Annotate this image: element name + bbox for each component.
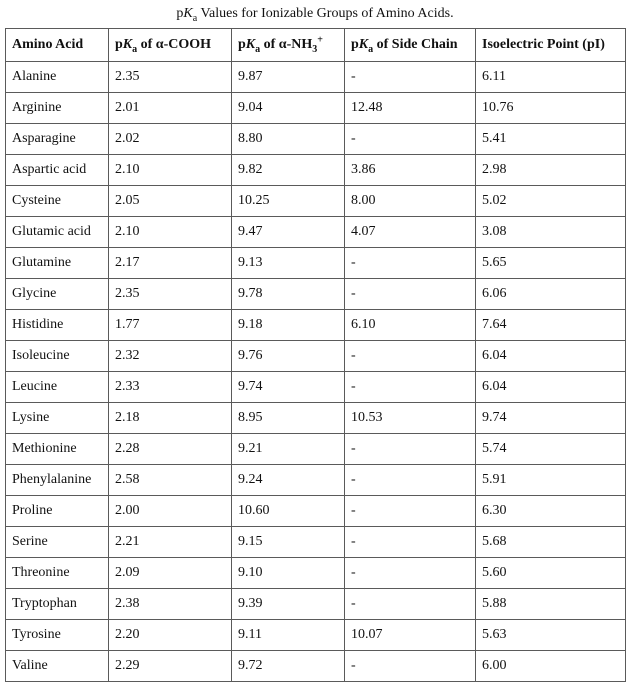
cell-pka-cooh: 2.05 bbox=[109, 186, 232, 217]
cell-pka-side-chain: - bbox=[345, 496, 476, 527]
table-row bbox=[6, 248, 626, 279]
table-row bbox=[6, 186, 626, 217]
cell-pka-nh3: 8.95 bbox=[232, 403, 345, 434]
table-row bbox=[6, 155, 626, 186]
header-pka-side-chain: $pK_a$ of Side Chain bbox=[345, 29, 476, 62]
cell-pka-side-chain: - bbox=[345, 372, 476, 403]
table-row bbox=[6, 651, 626, 682]
cell-amino-acid: Alanine bbox=[6, 62, 109, 93]
cell-pka-nh3: 9.24 bbox=[232, 465, 345, 496]
cell-isoelectric-point: 6.06 bbox=[476, 279, 626, 310]
table-body bbox=[6, 62, 626, 682]
cell-pka-nh3: 9.04 bbox=[232, 93, 345, 124]
cell-isoelectric-point: 7.64 bbox=[476, 310, 626, 341]
table-row bbox=[6, 310, 626, 341]
cell-pka-cooh: 2.10 bbox=[109, 155, 232, 186]
cell-pka-side-chain: - bbox=[345, 248, 476, 279]
cell-amino-acid: Isoleucine bbox=[6, 341, 109, 372]
table-row bbox=[6, 217, 626, 248]
cell-amino-acid: Asparagine bbox=[6, 124, 109, 155]
table-row bbox=[6, 93, 626, 124]
cell-pka-nh3: 9.76 bbox=[232, 341, 345, 372]
table-row bbox=[6, 124, 626, 155]
cell-isoelectric-point: 5.63 bbox=[476, 620, 626, 651]
cell-pka-side-chain: 12.48 bbox=[345, 93, 476, 124]
table-row bbox=[6, 341, 626, 372]
cell-amino-acid: Leucine bbox=[6, 372, 109, 403]
cell-isoelectric-point: 5.88 bbox=[476, 589, 626, 620]
cell-pka-cooh: 2.58 bbox=[109, 465, 232, 496]
cell-isoelectric-point: 5.74 bbox=[476, 434, 626, 465]
cell-pka-side-chain: - bbox=[345, 527, 476, 558]
table-row bbox=[6, 558, 626, 589]
table-row bbox=[6, 496, 626, 527]
cell-amino-acid: Phenylalanine bbox=[6, 465, 109, 496]
cell-amino-acid: Lysine bbox=[6, 403, 109, 434]
cell-isoelectric-point: 5.02 bbox=[476, 186, 626, 217]
cell-pka-nh3: 9.21 bbox=[232, 434, 345, 465]
cell-pka-side-chain: - bbox=[345, 341, 476, 372]
cell-pka-side-chain: - bbox=[345, 651, 476, 682]
table-header-row bbox=[6, 29, 626, 62]
cell-pka-side-chain: - bbox=[345, 124, 476, 155]
cell-pka-nh3: 9.74 bbox=[232, 372, 345, 403]
cell-isoelectric-point: 5.41 bbox=[476, 124, 626, 155]
cell-pka-cooh: 2.28 bbox=[109, 434, 232, 465]
cell-pka-side-chain: - bbox=[345, 558, 476, 589]
table-row bbox=[6, 589, 626, 620]
header-amino-acid: Amino Acid bbox=[6, 29, 109, 62]
cell-pka-nh3: 9.18 bbox=[232, 310, 345, 341]
cell-pka-cooh: 2.33 bbox=[109, 372, 232, 403]
table-caption: $pK_a$ Values for Ionizable Groups of Amino Acids. bbox=[176, 6, 454, 24]
cell-pka-side-chain: - bbox=[345, 62, 476, 93]
cell-pka-cooh: 2.10 bbox=[109, 217, 232, 248]
cell-pka-cooh: 2.20 bbox=[109, 620, 232, 651]
cell-amino-acid: Tyrosine bbox=[6, 620, 109, 651]
cell-pka-nh3: 9.39 bbox=[232, 589, 345, 620]
cell-pka-cooh: 2.35 bbox=[109, 279, 232, 310]
cell-isoelectric-point: 5.65 bbox=[476, 248, 626, 279]
table-row bbox=[6, 62, 626, 93]
cell-pka-side-chain: 4.07 bbox=[345, 217, 476, 248]
table-row bbox=[6, 372, 626, 403]
cell-pka-nh3: 9.82 bbox=[232, 155, 345, 186]
cell-isoelectric-point: 5.68 bbox=[476, 527, 626, 558]
cell-isoelectric-point: 2.98 bbox=[476, 155, 626, 186]
cell-pka-nh3: 9.10 bbox=[232, 558, 345, 589]
cell-amino-acid: Serine bbox=[6, 527, 109, 558]
table-row bbox=[6, 403, 626, 434]
cell-pka-side-chain: 8.00 bbox=[345, 186, 476, 217]
cell-pka-cooh: 2.02 bbox=[109, 124, 232, 155]
cell-pka-nh3: 9.47 bbox=[232, 217, 345, 248]
cell-amino-acid: Proline bbox=[6, 496, 109, 527]
cell-pka-nh3: 10.25 bbox=[232, 186, 345, 217]
cell-pka-cooh: 1.77 bbox=[109, 310, 232, 341]
cell-pka-nh3: 9.11 bbox=[232, 620, 345, 651]
cell-pka-nh3: 9.72 bbox=[232, 651, 345, 682]
cell-pka-cooh: 2.17 bbox=[109, 248, 232, 279]
cell-amino-acid: Methionine bbox=[6, 434, 109, 465]
cell-pka-cooh: 2.32 bbox=[109, 341, 232, 372]
cell-isoelectric-point: 3.08 bbox=[476, 217, 626, 248]
table-row bbox=[6, 434, 626, 465]
cell-amino-acid: Histidine bbox=[6, 310, 109, 341]
cell-pka-cooh: 2.21 bbox=[109, 527, 232, 558]
cell-pka-side-chain: - bbox=[345, 589, 476, 620]
cell-pka-side-chain: 10.07 bbox=[345, 620, 476, 651]
cell-amino-acid: Valine bbox=[6, 651, 109, 682]
cell-isoelectric-point: 6.04 bbox=[476, 341, 626, 372]
cell-pka-nh3: 9.13 bbox=[232, 248, 345, 279]
cell-amino-acid: Arginine bbox=[6, 93, 109, 124]
cell-isoelectric-point: 6.30 bbox=[476, 496, 626, 527]
cell-pka-cooh: 2.01 bbox=[109, 93, 232, 124]
cell-amino-acid: Glycine bbox=[6, 279, 109, 310]
cell-pka-nh3: 8.80 bbox=[232, 124, 345, 155]
cell-pka-cooh: 2.00 bbox=[109, 496, 232, 527]
header-isoelectric-point: Isoelectric Point (pI) bbox=[476, 29, 626, 62]
cell-pka-cooh: 2.29 bbox=[109, 651, 232, 682]
cell-amino-acid: Threonine bbox=[6, 558, 109, 589]
cell-isoelectric-point: 6.11 bbox=[476, 62, 626, 93]
cell-pka-nh3: 9.87 bbox=[232, 62, 345, 93]
cell-isoelectric-point: 9.74 bbox=[476, 403, 626, 434]
cell-pka-side-chain: 10.53 bbox=[345, 403, 476, 434]
cell-pka-cooh: 2.09 bbox=[109, 558, 232, 589]
cell-isoelectric-point: 6.04 bbox=[476, 372, 626, 403]
cell-amino-acid: Glutamic acid bbox=[6, 217, 109, 248]
cell-amino-acid: Cysteine bbox=[6, 186, 109, 217]
cell-pka-side-chain: 6.10 bbox=[345, 310, 476, 341]
header-pka-nh3: $pK_a$ of $\alpha-NH_3^+$ bbox=[232, 29, 345, 62]
header-pka-cooh: $pK_a$ of α-COOH bbox=[109, 29, 232, 62]
cell-pka-cooh: 2.35 bbox=[109, 62, 232, 93]
amino-acid-pka-table bbox=[5, 28, 626, 682]
cell-pka-nh3: 10.60 bbox=[232, 496, 345, 527]
cell-pka-side-chain: - bbox=[345, 279, 476, 310]
cell-isoelectric-point: 6.00 bbox=[476, 651, 626, 682]
cell-pka-cooh: 2.38 bbox=[109, 589, 232, 620]
cell-amino-acid: Tryptophan bbox=[6, 589, 109, 620]
cell-pka-cooh: 2.18 bbox=[109, 403, 232, 434]
cell-amino-acid: Aspartic acid bbox=[6, 155, 109, 186]
cell-pka-nh3: 9.15 bbox=[232, 527, 345, 558]
table-row bbox=[6, 527, 626, 558]
table-row bbox=[6, 279, 626, 310]
cell-pka-side-chain: - bbox=[345, 465, 476, 496]
table-row bbox=[6, 465, 626, 496]
cell-amino-acid: Glutamine bbox=[6, 248, 109, 279]
cell-pka-side-chain: 3.86 bbox=[345, 155, 476, 186]
cell-isoelectric-point: 10.76 bbox=[476, 93, 626, 124]
cell-pka-side-chain: - bbox=[345, 434, 476, 465]
cell-isoelectric-point: 5.91 bbox=[476, 465, 626, 496]
cell-pka-nh3: 9.78 bbox=[232, 279, 345, 310]
table-row bbox=[6, 620, 626, 651]
cell-isoelectric-point: 5.60 bbox=[476, 558, 626, 589]
